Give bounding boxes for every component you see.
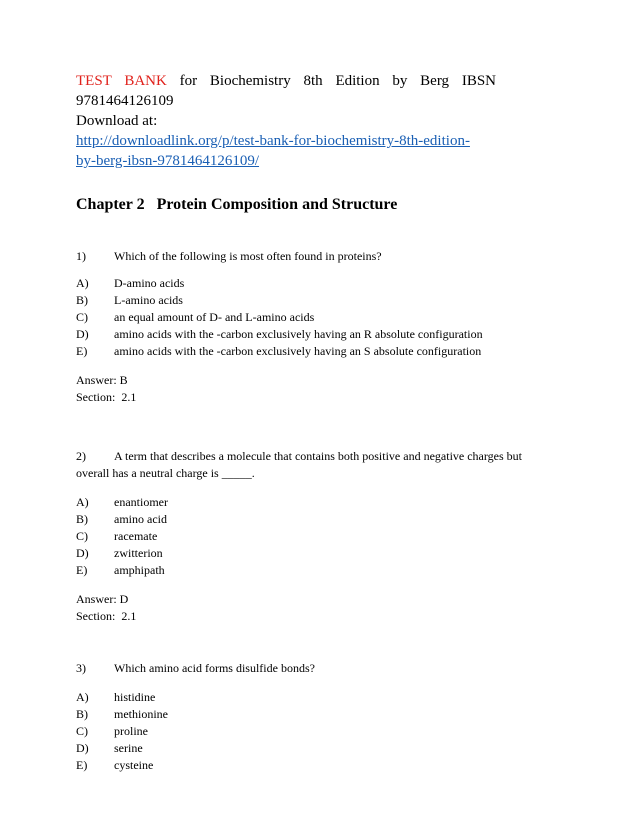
option-letter: D) [76,546,89,560]
option-letter: B) [76,293,88,307]
option-letter: D) [76,741,89,755]
option [76,757,556,774]
document-header [76,71,496,171]
option-letter: B) [76,707,88,721]
option [76,689,556,706]
option-text: amino acids with the -carbon exclusively having an S absolute configuration [114,344,482,358]
option-text: cysteine [114,758,154,772]
question-3 [76,660,556,774]
option [76,740,556,757]
option-text: amino acid [114,512,167,526]
question-number: 1) [76,249,86,263]
option-text: amino acids with the -carbon exclusively having an R absolute configuration [114,327,483,341]
download-label: Download at: [76,113,158,129]
option [76,494,556,511]
option-letter: C) [76,310,88,324]
option-letter: E) [76,344,88,358]
section: Section: 2.1 [76,609,137,623]
section: Section: 2.1 [76,390,137,404]
question-number: 3) [76,661,86,675]
option-text: serine [114,741,143,755]
answer: Answer: D [76,592,129,606]
option-text: proline [114,724,148,738]
download-link-line2[interactable]: by-berg-ibsn-9781464126109/ [76,153,260,169]
question-text: Which of the following is most often found in proteins? [114,249,382,263]
option-text: an equal amount of D- and L-amino acids [114,310,315,324]
option [76,545,556,562]
option [76,528,556,545]
option-text: racemate [114,529,158,543]
chapter-heading: Chapter 2 Protein Composition and Structure [76,196,398,213]
option-letter: D) [76,327,89,341]
option [76,309,556,326]
option-text: histidine [114,690,156,704]
option-text: enantiomer [114,495,168,509]
option-text: zwitterion [114,546,163,560]
option [76,706,556,723]
option-letter: B) [76,512,88,526]
title-line [76,71,496,91]
option-text: methionine [114,707,168,721]
option-letter: A) [76,495,89,509]
isbn: 9781464126109 [76,93,174,109]
option-text: L-amino acids [114,293,183,307]
option-letter: A) [76,690,89,704]
test-bank-label: TEST BANK [76,73,167,89]
book-title: for Biochemistry 8th Edition by Berg IBSN [179,73,496,89]
option-letter: E) [76,758,88,772]
question-text-continued: overall has a neutral charge is _____. [76,466,255,480]
option [76,511,556,528]
option [76,275,556,292]
question-2 [76,448,556,625]
answer: Answer: B [76,373,128,387]
option-letter: C) [76,529,88,543]
question-number: 2) [76,449,86,463]
question-text: A term that describes a molecule that contains both positive and negative charges but [114,449,522,463]
option-letter: C) [76,724,88,738]
option [76,723,556,740]
question-1 [76,248,556,406]
option [76,326,556,343]
option [76,562,556,579]
option-letter: A) [76,276,89,290]
question-text: Which amino acid forms disulfide bonds? [114,661,315,675]
option-letter: E) [76,563,88,577]
option-text: amphipath [114,563,165,577]
option [76,292,556,309]
option [76,343,556,360]
download-link-line1[interactable]: http://downloadlink.org/p/test-bank-for-biochemistry-8th-edition- [76,133,470,149]
option-text: D-amino acids [114,276,185,290]
